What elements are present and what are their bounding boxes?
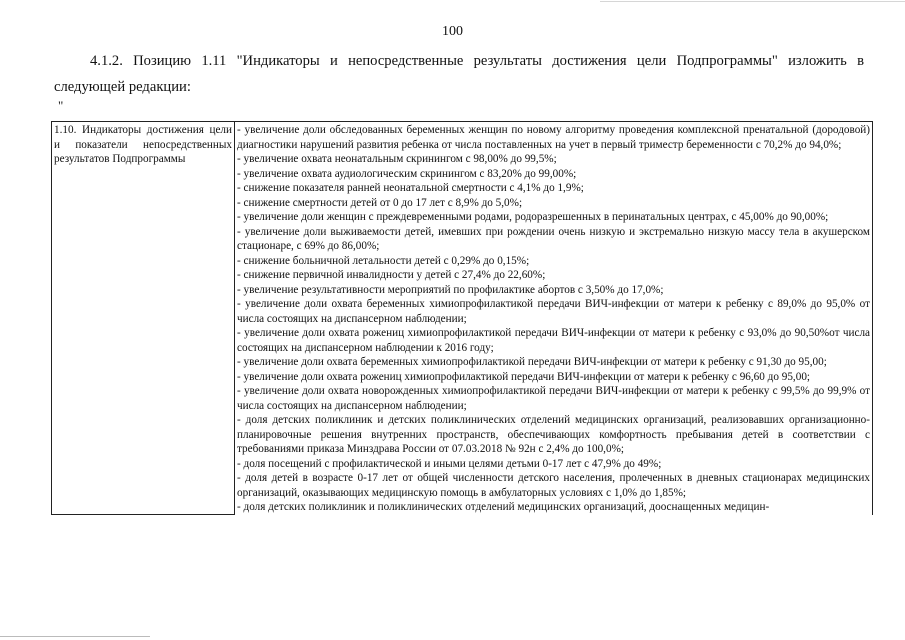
indicators-table [51, 121, 873, 515]
indicator-item: - снижение смертности детей от 0 до 17 лет с 8,9% до 5,0%; [237, 196, 523, 209]
intro-paragraph: 4.1.2. Позицию 1.11 "Индикаторы и непосредственные результаты достижения цели Подпрограммы" изложить в следующей редакции: [54, 53, 864, 95]
indicator-label-cell: 1.10. Индикаторы достижения цели и показатели непосредственных результатов Подпрограммы [52, 122, 235, 515]
indicator-item: - увеличение доли охвата рожениц химиопрофилактикой передачи ВИЧ-инфекции от матери к ребенку с 96,60 до 95,00; [237, 370, 811, 383]
indicator-item: - увеличение доли женщин с преждевременными родами, родоразрешенных в перинатальных центрах, с 45,00% до 90,00%; [237, 211, 829, 223]
indicator-item: - доля детских поликлиник и поликлинических отделений медицинских организаций, дооснащенных медицин- [237, 501, 770, 513]
indicator-item: - снижение показателя ранней неонатальной смертности с 4,1% до 1,9%; [237, 182, 584, 194]
table-row [52, 122, 873, 515]
indicator-item: - доля детей в возрасте 0-17 лет от общей численности детского населения, пролеченных в дневных стационарах медицинских организаций, оказывающих медицинскую помощь в амбулаторных условиях с 1,0% до 1,85%; [237, 472, 870, 499]
page-number: 100 [442, 24, 463, 39]
indicator-item: - увеличение результативности мероприятий по профилактике абортов с 3,50% до 17,0%; [237, 283, 664, 296]
indicator-item: - доля посещений с профилактической и иными целями детьми 0-17 лет с 47,9% до 49%; [237, 457, 662, 470]
indicator-item: - увеличение доли выживаемости детей, имевших при рождении очень низкую и экстремально низкую массу тела в акушерском стационаре, с 69% до 86,00%; [237, 225, 870, 252]
indicator-item: - увеличение доли охвата новорожденных химиопрофилактикой передачи ВИЧ-инфекции от матери к ребенку с 99,5% до 99,9% от числа состоящих на диспансерном наблюдении; [237, 385, 870, 412]
indicator-item: - увеличение охвата аудиологическим скринингом с 83,20% до 99,00%; [237, 167, 577, 180]
indicator-item: - увеличение доли охвата беременных химиопрофилактикой передачи ВИЧ-инфекции от матери к ребенку с 91,30 до 95,00; [237, 356, 827, 368]
indicator-item: - снижение больничной летальности детей с 0,29% до 0,15%; [237, 254, 530, 267]
opening-quote: " [58, 98, 64, 113]
indicator-items-cell [235, 122, 873, 515]
scan-artifact-line [0, 636, 150, 637]
indicator-item: - увеличение доли охвата беременных химиопрофилактикой передачи ВИЧ-инфекции от матери к ребенку с 89,0% до 95,0% от числа состоящих на диспансерном наблюдении; [237, 298, 870, 325]
indicator-item: - снижение первичной инвалидности у детей с 27,4% до 22,60%; [237, 269, 546, 281]
indicator-item: - увеличение доли обследованных беременных женщин по новому алгоритму проведения комплексной пренатальной (дородовой) диагностики нарушений развития ребенка от числа поставленных на учет в первый триместр беременности с 70,2% до 94,0%; [237, 124, 870, 151]
indicator-item: - доля детских поликлиник и детских поликлинических отделений медицинских организаций, реализовавших организационно-планировочные решения внутренних пространств, обеспечивающих комфортность пребывания детей в соответствии с требованиями приказа Минздрава России от 07.03.2018 № 92н с 2,4% до 100,0%; [237, 414, 870, 455]
indicator-item: - увеличение доли охвата рожениц химиопрофилактикой передачи ВИЧ-инфекции от матери к ребенку с 93,0% до 90,50%от числа состоящих на диспансерном наблюдении к 2016 году; [237, 327, 870, 354]
scan-artifact-line [600, 1, 905, 2]
indicator-item: - увеличение охвата неонатальным скринингом с 98,00% до 99,5%; [237, 153, 557, 165]
